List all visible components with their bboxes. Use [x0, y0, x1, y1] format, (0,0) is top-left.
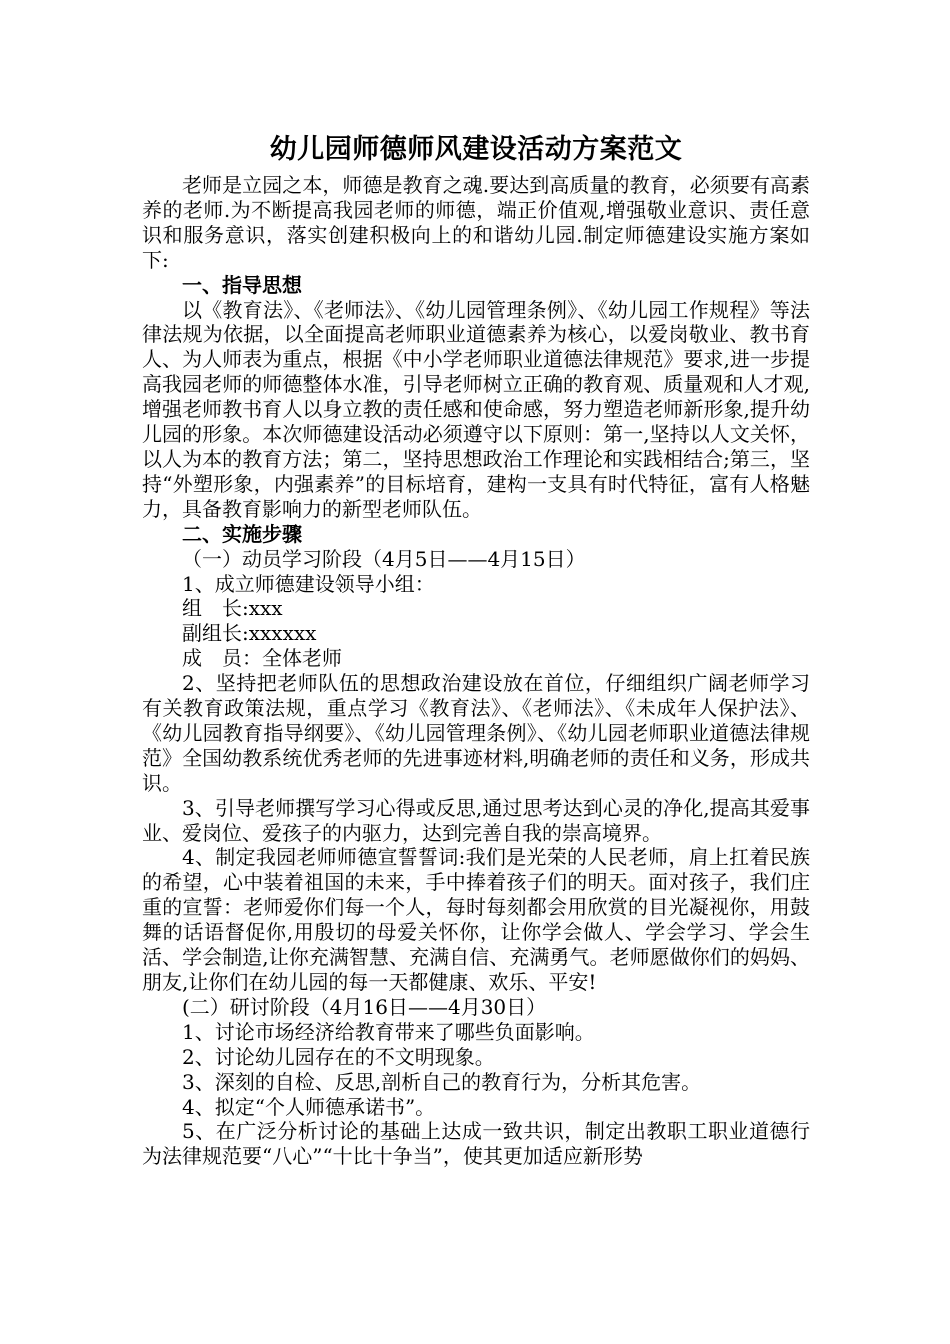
- document-page: [142, 128, 810, 1169]
- paragraph: 1、成立师德建设领导小组：: [182, 571, 435, 596]
- paragraph: 成 员：全体老师: [182, 646, 342, 671]
- section-heading: 一、指导思想: [182, 272, 302, 297]
- paragraph: 组 长:xxx: [182, 596, 283, 621]
- paragraph: 老师是立园之本，师德是教育之魂.要达到高质量的教育，必须要有高素养的老师.为不断提高我园老师的师德，端正价值观,增强敬业意识、责任意识和服务意识，落实创建积极向上的和谐幼儿园.制定师德建设实施方案如下:: [142, 173, 810, 272]
- paragraph: 4、拟定“个人师德承诺书”。: [182, 1094, 436, 1119]
- paragraph: 4、制定我园老师师德宣誓誓词:我们是光荣的人民老师，肩上扛着民族的希望，心中装着祖国的未来，手中捧着孩子们的明天。面对孩子，我们庄重的宣誓：老师爱你们每一个人，每时每刻都会用欣赏的目光凝视你，用鼓舞的话语督促你,用殷切的母爱关怀你，让你学会做人、学会学习、学会生活、学会制造,让你充满智慧、充满自信、充满勇气。老师愿做你们的妈妈、朋友,让你们在幼儿园的每一天都健康、欢乐、平安!: [142, 845, 810, 994]
- paragraph: 3、引导老师撰写学习心得或反思,通过思考达到心灵的净化,提高其爱事业、爱岗位、爱孩子的内驱力，达到完善自我的崇高境界。: [142, 795, 810, 845]
- document-title: 幼儿园师德师风建设活动方案范文: [269, 134, 683, 165]
- section-heading: 二、实施步骤: [182, 521, 302, 546]
- paragraph: 1、讨论市场经济给教育带来了哪些负面影响。: [182, 1019, 595, 1044]
- paragraph: 副组长:xxxxxx: [182, 621, 317, 646]
- paragraph: （一）动员学习阶段（4月5日——4月15日）: [182, 546, 586, 571]
- paragraph: (二）研讨阶段（4月16日——4月30日）: [182, 994, 547, 1019]
- paragraph: 以《教育法》、《老师法》、《幼儿园管理条例》、《幼儿园工作规程》等法律法规为依据，以全面提高老师职业道德素养为核心，以爱岗敬业、教书育人、为人师表为重点，根据《中小学老师职业道德法律规范》要求,进一步提高我园老师的师德整体水准，引导老师树立正确的教育观、质量观和人才观,增强老师教书育人以身立教的责任感和使命感，努力塑造老师新形象,提升幼儿园的形象。本次师德建设活动必须遵守以下原则：第一,坚持以人文关怀，以人为本的教育方法；第二，坚持思想政治工作理论和实践相结合;第三，坚持“外塑形象，内强素养”的目标培育，建构一支具有时代特征，富有人格魅力，具备教育影响力的新型老师队伍。: [142, 297, 810, 521]
- paragraph: 3、深刻的自检、反思,剖析自己的教育行为，分析其危害。: [182, 1069, 702, 1094]
- paragraph: 2、讨论幼儿园存在的不文明现象。: [182, 1044, 495, 1069]
- paragraph: 2、坚持把老师队伍的思想政治建设放在首位，仔细组织广阔老师学习有关教育政策法规，重点学习《教育法》、《老师法》、《未成年人保护法》、《幼儿园教育指导纲要》、《幼儿园管理条例》、《幼儿园老师职业道德法律规范》全国幼教系统优秀老师的先进事迹材料,明确老师的责任和义务，形成共识。: [142, 671, 810, 795]
- document-body: [142, 173, 810, 1169]
- paragraph: 5、在广泛分析讨论的基础上达成一致共识，制定出教职工职业道德行为法律规范要“八心”“十比十争当”，使其更加适应新形势: [142, 1119, 810, 1169]
